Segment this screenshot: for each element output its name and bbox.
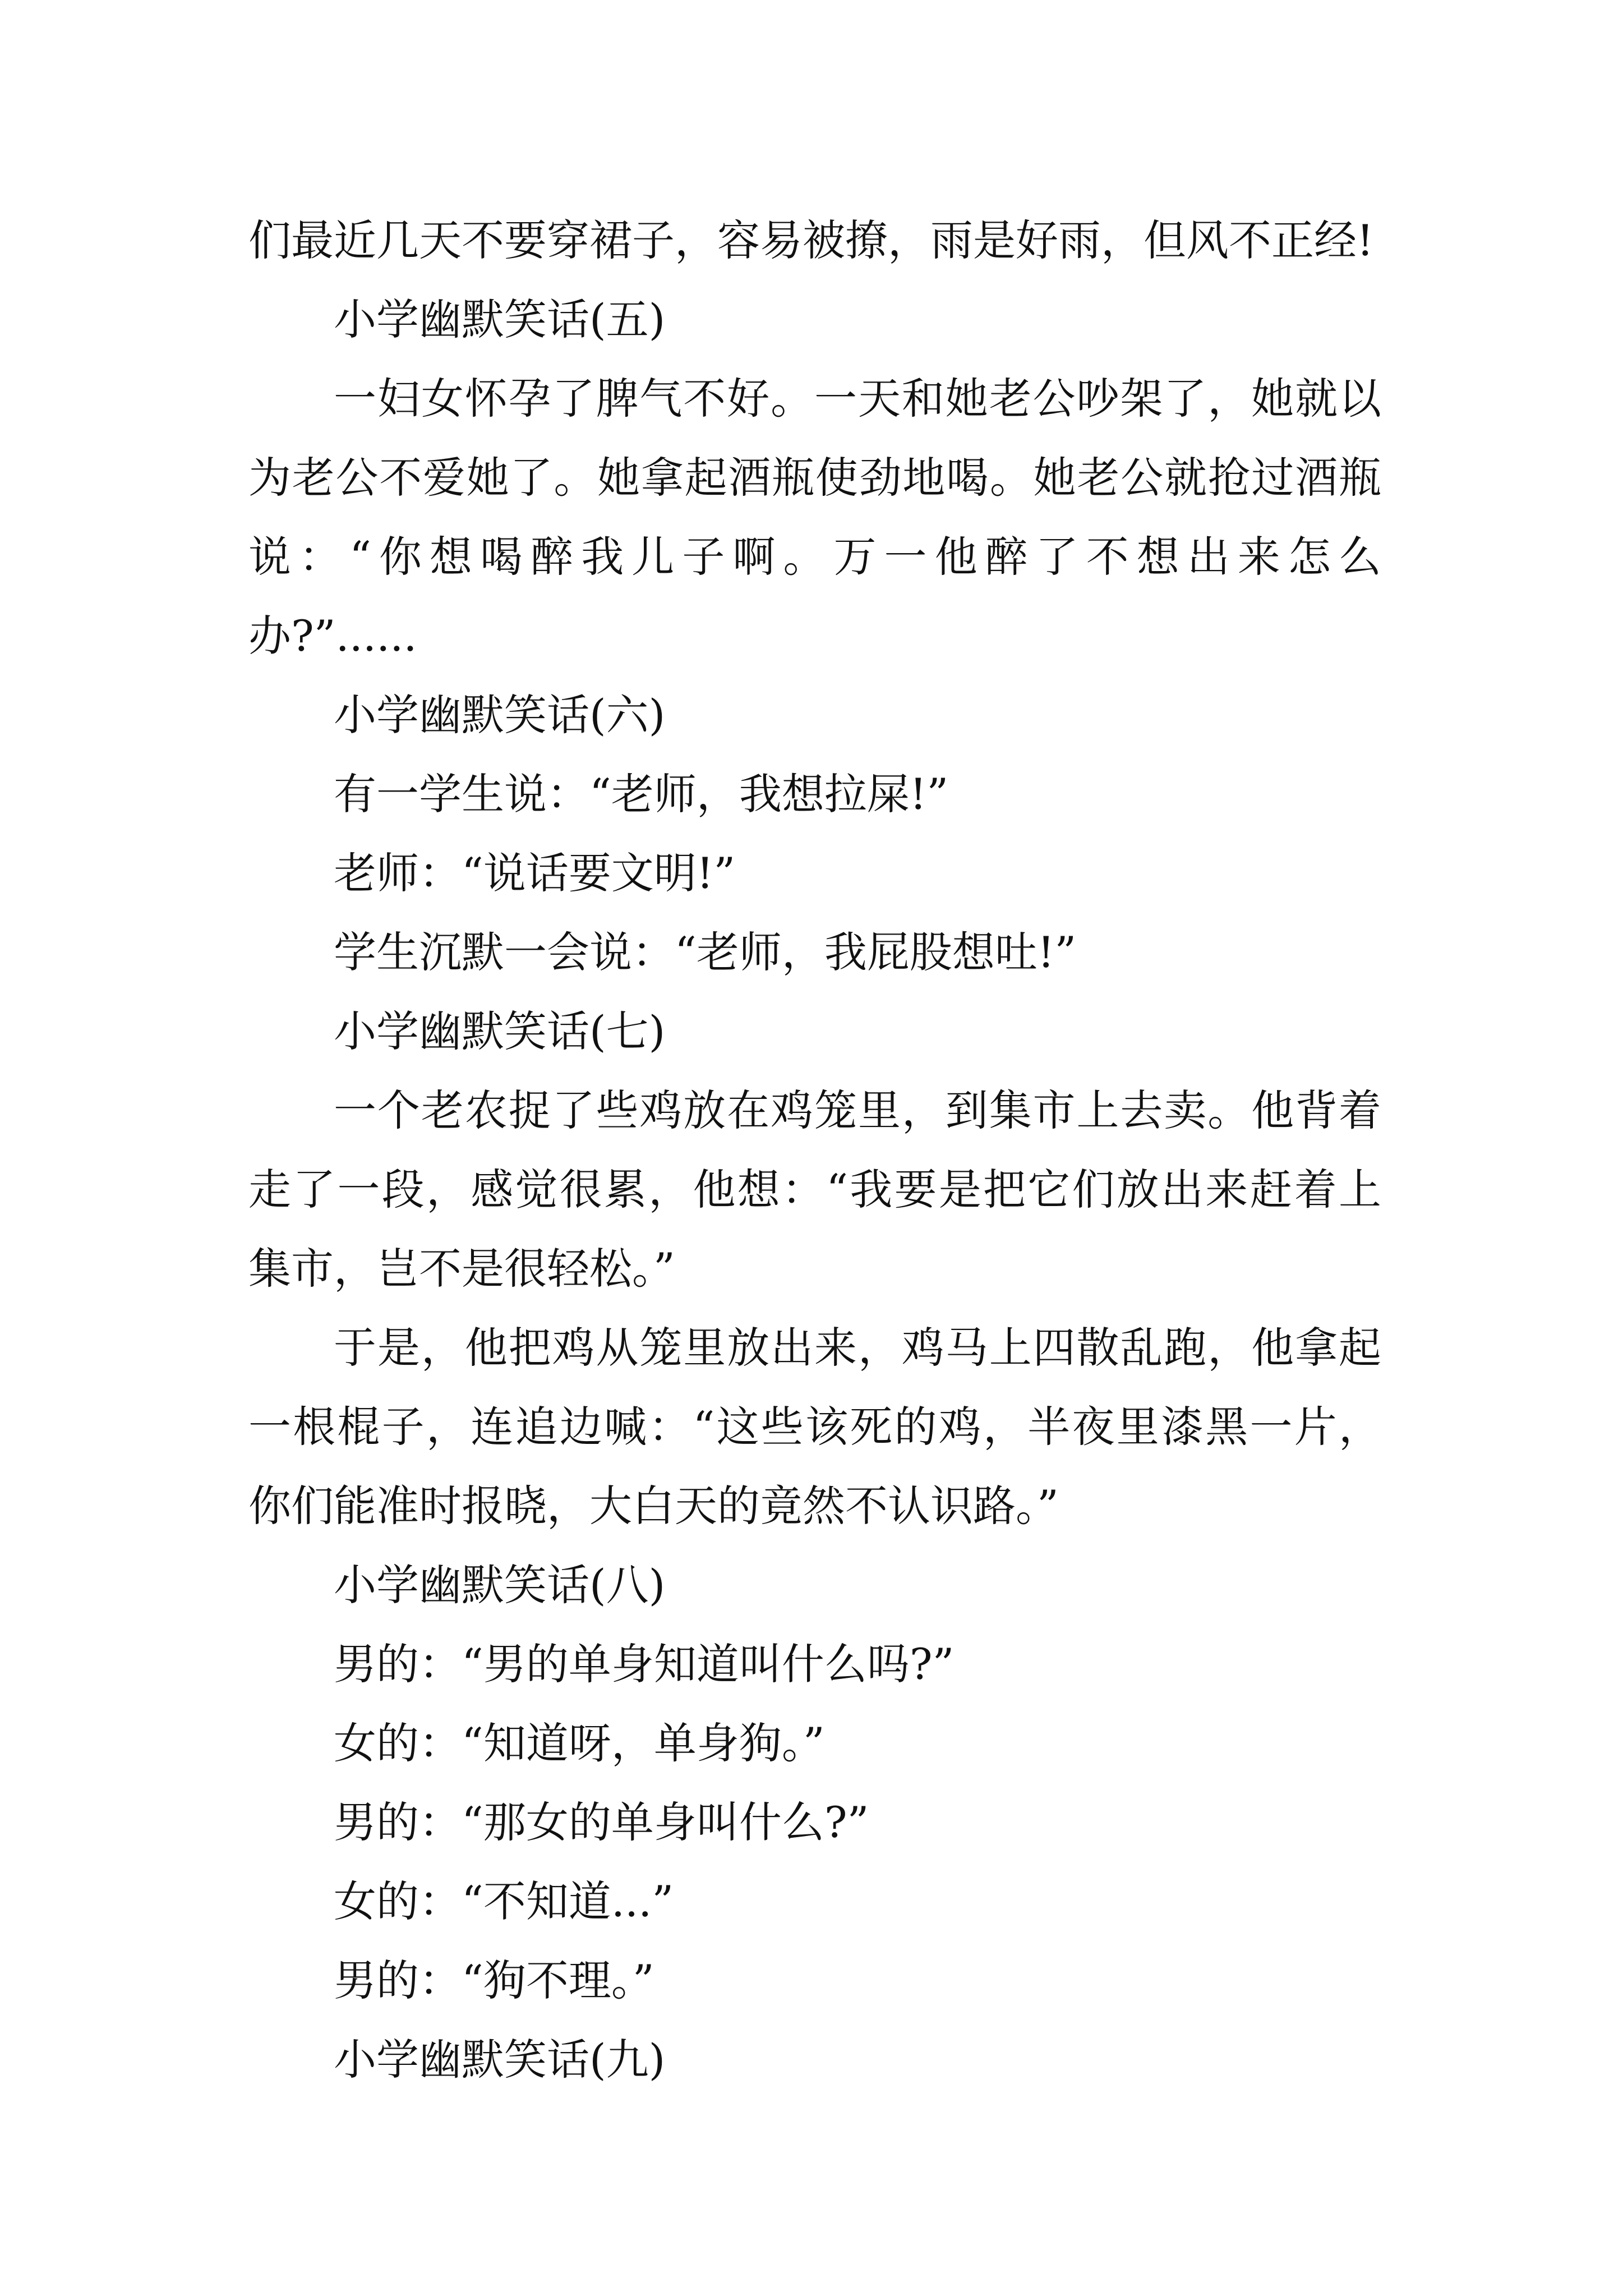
- paragraph-line: 一妇女怀孕了脾气不好。一天和她老公吵架了，她就以: [334, 374, 1381, 424]
- section-heading: 小学幽默笑话(六): [334, 690, 666, 740]
- paragraph-line: 女的：“不知道...”: [334, 1876, 674, 1926]
- paragraph-line: 们最近几天不要穿裙子，容易被撩，雨是好雨，但风不正经!: [248, 215, 1374, 265]
- paragraph-line: 老师：“说话要文明!”: [334, 848, 736, 898]
- section-heading: 小学幽默笑话(五): [334, 295, 666, 344]
- paragraph-line: 集市，岂不是很轻松。”: [248, 1244, 675, 1294]
- paragraph-line: 女的：“知道呀，单身狗。”: [334, 1718, 825, 1768]
- section-heading: 小学幽默笑话(七): [334, 1006, 666, 1056]
- paragraph-line: 说：“你想喝醉我儿子啊。万一他醉了不想出来怎么: [248, 532, 1381, 582]
- paragraph-line: 你们能准时报晓，大白天的竟然不认识路。”: [248, 1481, 1059, 1531]
- paragraph-line: 一个老农捉了些鸡放在鸡笼里，到集市上去卖。他背着: [334, 1085, 1381, 1135]
- paragraph-line: 男的：“那女的单身叫什么?”: [334, 1797, 869, 1847]
- paragraph-line: 男的：“男的单身知道叫什么吗?”: [334, 1639, 955, 1689]
- paragraph-line: 有一学生说：“老师，我想拉屎!”: [334, 769, 949, 819]
- paragraph-line: 为老公不爱她了。她拿起酒瓶使劲地喝。她老公就抢过酒瓶: [248, 453, 1381, 503]
- paragraph-line: 办?”......: [248, 611, 417, 661]
- document-body: [248, 201, 1381, 2099]
- section-heading: 小学幽默笑话(八): [334, 1560, 666, 1610]
- paragraph-line: 走了一段，感觉很累，他想：“我要是把它们放出来赶着上: [248, 1165, 1381, 1214]
- section-heading: 小学幽默笑话(九): [334, 2035, 666, 2085]
- paragraph-line: 于是，他把鸡从笼里放出来，鸡马上四散乱跑，他拿起: [334, 1323, 1381, 1373]
- paragraph-line: 学生沉默一会说：“老师，我屁股想吐!”: [334, 927, 1077, 977]
- paragraph-line: 一根棍子，连追边喊：“这些该死的鸡，半夜里漆黑一片，: [248, 1402, 1381, 1452]
- paragraph-line: 男的：“狗不理。”: [334, 1955, 654, 2005]
